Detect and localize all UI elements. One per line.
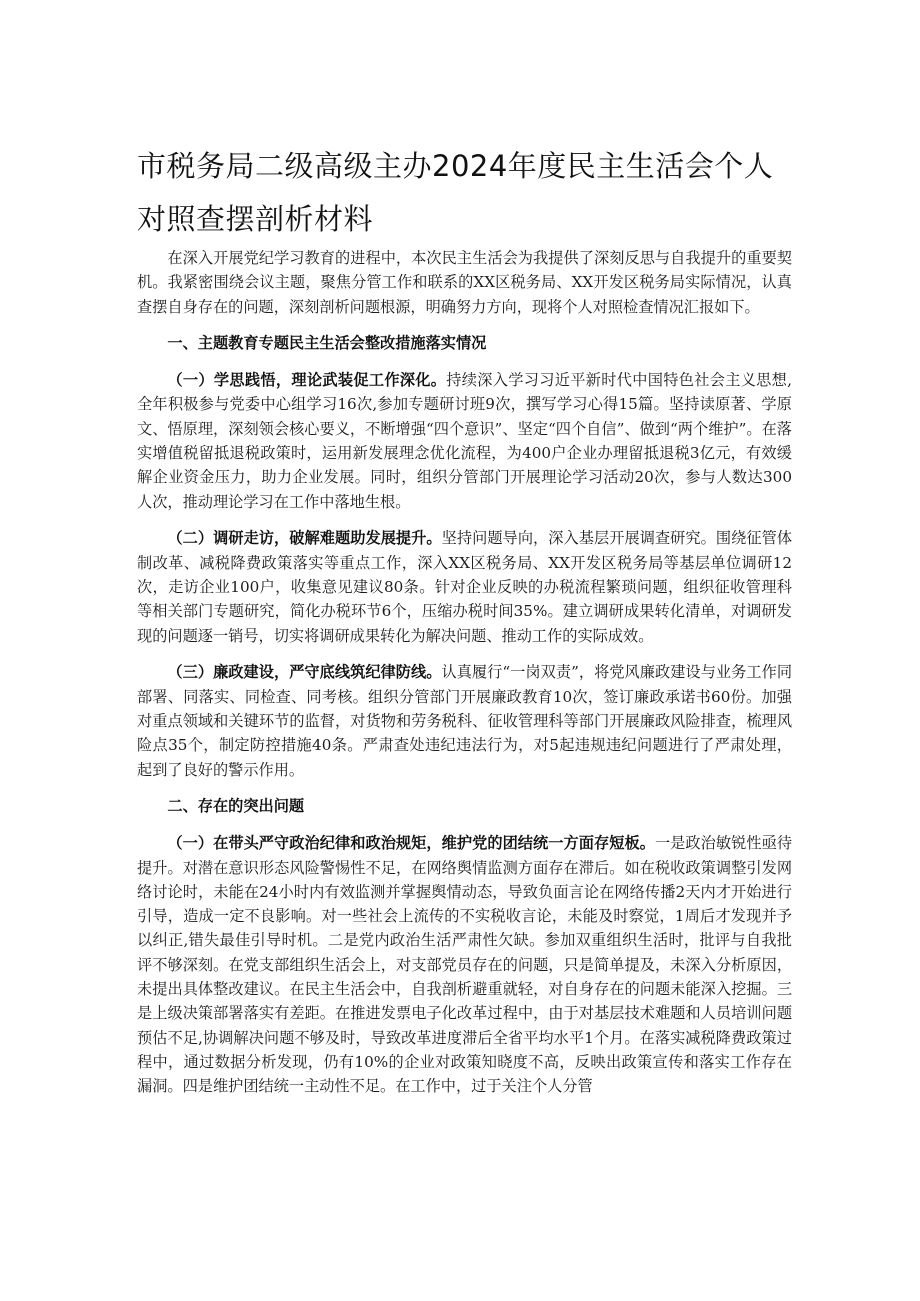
section-1-item-2-lead: （二）调研走访，破解难题助发展提升。 [167, 529, 442, 548]
section-1-item-1-lead: （一）学思践悟，理论武装促工作深化。 [167, 371, 447, 390]
document-title: 市税务局二级高级主办2024年度民主生活会个人对照查摆剖析材料 [137, 149, 774, 236]
section-2-heading: 二、存在的突出问题 [167, 797, 305, 816]
section-2-item-1-text: 一是政治敏锐性亟待提升。对潜在意识形态风险警惕性不足，在网络舆情监测方面存在滞后。如在税收政策调整引发网络讨论时，未能在24小时内有效监测并掌握舆情动态，导致负面言论在网络传播2天内才开始进行引导，造成一定不良影响。对一些社会上流传的不实税收言论，未能及时察觉，1周后才发现并予以纠正,错失最佳引导时机。二是党内政治生活严肃性欠缺。参加双重组织生活时，批评与自我批评不够深刻。在党支部组织生活会上，对支部党员存在的问题，只是简单提及，未深入分析原因，未提出具体整改建议。在民主生活会中，自我剖析避重就轻，对自身存在的问题未能深入挖掘。三是上级决策部署落实有差距。在推进发票电子化改革过程中，由于对基层技术难题和人员培训问题预估不足,协调解决问题不够及时，导致改革进度滞后全省平均水平1个月。在落实减税降费政策过程中，通过数据分析发现，仍有10%的企业对政策知晓度不高，反映出政策宣传和落实工作存在漏洞。四是维护团结统一主动性不足。在工作中，过于关注个人分管 [137, 834, 793, 1096]
section-2-item-1-lead: （一）在带头严守政治纪律和政治规矩，维护党的团结统一方面存短板。 [167, 834, 655, 853]
document-body [137, 246, 792, 1099]
section-1-item-1-text: 持续深入学习习近平新时代中国特色社会主义思想,全年积极参与党委中心组学习16次,参加专题研讨班9次，撰写学习心得15篇。坚持读原著、学原文、悟原理，深刻领会核心要义，不断增强“四个意识”、坚定“四个自信”、做到“两个维护”。在落实增值税留抵退税政策时，运用新发展理念优化流程，为400户企业办理留抵退税3亿元，有效缓解企业资金压力，助力企业发展。同时，组织分管部门开展理论学习活动20次，参与人数达300人次，推动理论学习在工作中落地生根。 [137, 371, 793, 511]
section-1-item-3 [137, 660, 792, 781]
section-2-item-1 [137, 831, 792, 1098]
section-1-item-2-text: 坚持问题导向，深入基层开展调查研究。围绕征管体制改革、减税降费政策落实等重点工作，深入XX区税务局、XX开发区税务局等基层单位调研12次，走访企业100户，收集意见建议80条。针对企业反映的办税流程繁琐问题，组织征收管理科等相关部门专题研究，简化办税环节6个，压缩办税时间35%。建立调研成果转化清单，对调研发现的问题逐一销号，切实将调研成果转化为解决问题、推动工作的实际成效。 [137, 529, 793, 645]
section-1-item-3-lead: （三）廉政建设，严守底线筑纪律防线。 [167, 663, 442, 682]
intro-paragraph: 在深入开展党纪学习教育的进程中，本次民主生活会为我提供了深刻反思与自我提升的重要契机。我紧密围绕会议主题，聚焦分管工作和联系的XX区税务局、XX开发区税务局实际情况，认真查摆自身存在的问题，深刻剖析问题根源，明确努力方向，现将个人对照检查情况汇报如下。 [137, 249, 792, 316]
section-1-item-1 [137, 368, 792, 514]
section-1-item-2 [137, 526, 792, 647]
section-1-heading: 一、主题教育专题民主生活会整改措施落实情况 [167, 334, 487, 353]
section-1-item-3-text: 认真履行“一岗双责”，将党风廉政建设与业务工作同部署、同落实、同检查、同考核。组织分管部门开展廉政教育10次，签订廉政承诺书60份。加强对重点领域和关键环节的监督，对货物和劳务税科、征收管理科等部门开展廉政风险排查，梳理风险点35个，制定防控措施40条。严肃查处违纪违法行为，对5起违规违纪问题进行了严肃处理，起到了良好的警示作用。 [137, 663, 793, 779]
